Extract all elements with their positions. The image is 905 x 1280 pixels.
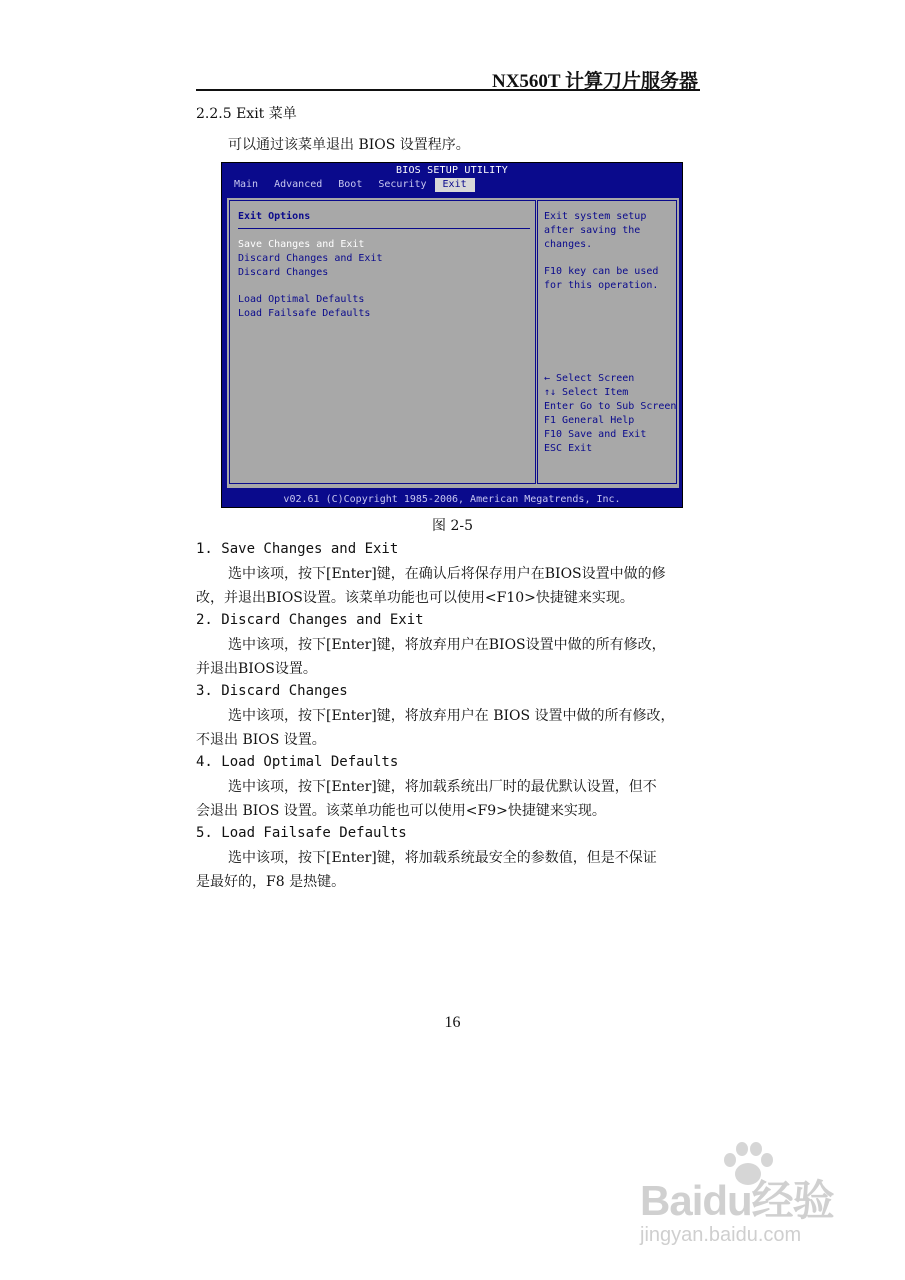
bios-option-load-optimal-defaults[interactable]: Load Optimal Defaults [238, 294, 365, 305]
bios-key-hint: ← Select Screen [544, 373, 635, 384]
bios-footer: v02.61 (C)Copyright 1985-2006, American Megatrends, Inc. [283, 494, 621, 505]
page-number: 16 [444, 1014, 461, 1031]
bios-option-load-failsafe-defaults[interactable]: Load Failsafe Defaults [238, 308, 371, 319]
bios-tab-security[interactable]: Security [378, 179, 427, 190]
watermark-url: jingyan.baidu.com [640, 1224, 802, 1246]
bios-help-line: changes. [544, 239, 593, 250]
item-paragraph-line: 选中该项，按下[Enter]键，将加载系统最安全的参数值，但是不保证 [228, 850, 657, 866]
item-paragraph-line: 不退出 BIOS 设置。 [196, 732, 326, 748]
bios-tab-main[interactable]: Main [234, 179, 259, 190]
bios-help-panel [537, 200, 677, 484]
bios-key-hint: F1 General Help [544, 415, 635, 426]
figure-caption: 图 2-5 [432, 518, 473, 534]
bios-option-discard-changes[interactable]: Discard Changes [238, 267, 329, 278]
item-paragraph-line: 并退出BIOS设置。 [196, 661, 317, 677]
item-paragraph-line: 会退出 BIOS 设置。该菜单功能也可以使用<F9>快捷键来实现。 [196, 803, 606, 819]
item-title: 3. Discard Changes [196, 683, 348, 699]
header-rule [196, 89, 700, 91]
bios-menubar [226, 178, 678, 192]
bios-body [225, 196, 681, 490]
bios-key-hint: F10 Save and Exit [544, 429, 647, 440]
item-paragraph-line: 选中该项，按下[Enter]键，将放弃用户在BIOS设置中做的所有修改， [228, 637, 666, 653]
bios-options-panel [229, 200, 536, 484]
item-paragraph-line: 选中该项，按下[Enter]键，将加载系统出厂时的最优默认设置，但不 [228, 779, 657, 795]
bios-option-save-changes-exit[interactable]: Save Changes and Exit [238, 239, 365, 250]
item-paragraph-line: 选中该项，按下[Enter]键，将放弃用户在 BIOS 设置中做的所有修改， [228, 708, 675, 724]
bios-help-line: for this operation. [544, 280, 659, 291]
bios-heading-rule [238, 228, 530, 229]
item-title: 1. Save Changes and Exit [196, 541, 399, 557]
bios-key-hint: ESC Exit [544, 443, 593, 454]
bios-option-discard-changes-exit[interactable]: Discard Changes and Exit [238, 253, 383, 264]
item-title: 5. Load Failsafe Defaults [196, 825, 407, 841]
bios-key-hint: ↑↓ Select Item [544, 387, 629, 398]
section-title: 2.2.5 Exit 菜单 [196, 106, 297, 122]
item-title: 4. Load Optimal Defaults [196, 754, 399, 770]
bios-tab-exit[interactable]: Exit [435, 178, 475, 192]
bios-help-line: Exit system setup [544, 211, 647, 222]
bios-tab-advanced[interactable]: Advanced [274, 179, 323, 190]
bios-options-heading: Exit Options [238, 211, 311, 222]
item-paragraph-line: 改，并退出BIOS设置。该菜单功能也可以使用<F10>快捷键来实现。 [196, 590, 634, 606]
page-header-title: NX560T 计算刀片服务器 [491, 71, 698, 92]
bios-tab-boot[interactable]: Boot [338, 179, 363, 190]
item-title: 2. Discard Changes and Exit [196, 612, 424, 628]
section-intro: 可以通过该菜单退出 BIOS 设置程序。 [228, 137, 470, 153]
bios-help-line: F10 key can be used [544, 266, 659, 277]
bios-screenshot [221, 162, 683, 508]
bios-help-line: after saving the [544, 225, 641, 236]
bios-key-hint: Enter Go to Sub Screen [544, 401, 677, 412]
item-paragraph-line: 是最好的，F8 是热键。 [196, 874, 346, 890]
watermark-logo: Baidu经验 [640, 1177, 834, 1224]
bios-title: BIOS SETUP UTILITY [396, 165, 508, 176]
baidu-watermark [640, 1140, 880, 1260]
item-paragraph-line: 选中该项，按下[Enter]键，在确认后将保存用户在BIOS设置中做的修 [228, 566, 666, 582]
